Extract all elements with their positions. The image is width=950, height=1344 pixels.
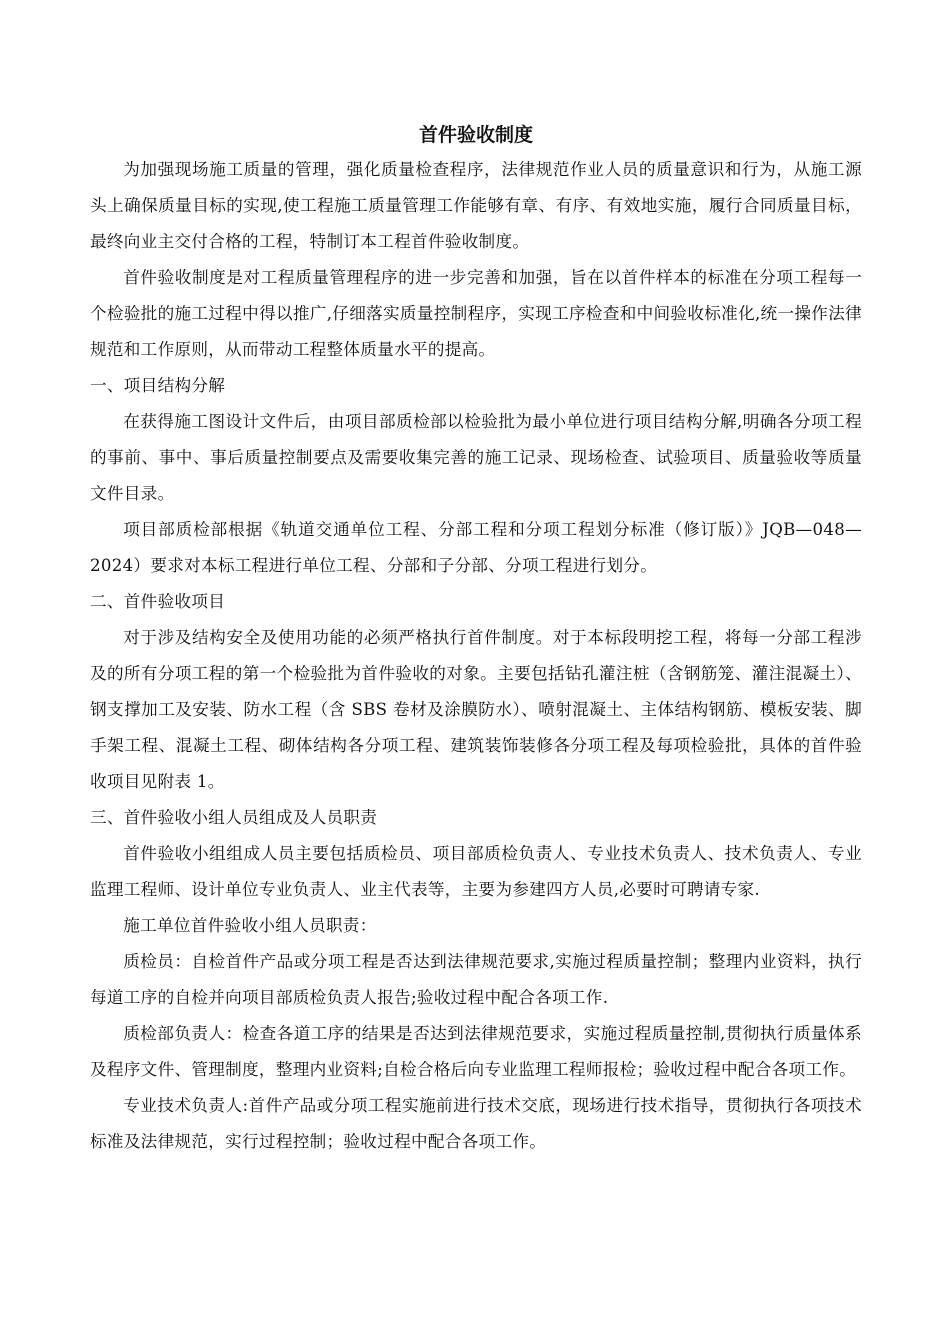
section-paragraph: 项目部质检部根据《轨道交通单位工程、分部工程和分项工程划分标准（修订版）》JQB—048—2024）要求对本标工程进行单位工程、分部和子分部、分项工程进行划分。 <box>90 520 862 575</box>
section-heading-acceptance-items: 二、首件验收项目 <box>90 592 226 611</box>
section-paragraph: 在获得施工图设计文件后，由项目部质检部以检验批为最小单位进行项目结构分解,明确各分项工程的事前、事中、事后质量控制要点及需要收集完善的施工记录、现场检查、试验项目、质量验收等质量文件目录。 <box>90 412 862 503</box>
section-paragraph: 专业技术负责人:首件产品或分项工程实施前进行技术交底，现场进行技术指导，贯彻执行各项技术标准及法律规范，实行过程控制；验收过程中配合各项工作。 <box>90 1096 862 1151</box>
section-paragraph: 对于涉及结构安全及使用功能的必须严格执行首件制度。对于本标段明挖工程，将每一分部工程涉及的所有分项工程的第一个检验批为首件验收的对象。主要包括钻孔灌注桩（含钢筋笼、灌注混凝土）、钢支撑加工及安装、防水工程（含 SBS 卷材及涂膜防水）、喷射混凝土、主体结构钢筋、模板安装、脚手架工程、混凝土工程、砌体结构各分项工程、建筑装饰装修各分项工程及每项检验批，具体的首件验收项目见附表 1。 <box>90 628 862 791</box>
section-paragraph: 施工单位首件验收小组人员职责： <box>123 916 377 935</box>
section-paragraph: 首件验收小组组成人员主要包括质检员、项目部质检负责人、专业技术负责人、技术负责人、专业监理工程师、设计单位专业负责人、业主代表等，主要为参建四方人员,必要时可聘请专家. <box>90 844 862 899</box>
document-page <box>90 118 862 1160</box>
intro-paragraph: 为加强现场施工质量的管理，强化质量检查程序，法律规范作业人员的质量意识和行为，从施工源头上确保质量目标的实现,使工程施工质量管理工作能够有章、有序、有效地实施，履行合同质量目标，最终向业主交付合格的工程，特制订本工程首件验收制度。 <box>90 160 862 251</box>
section-paragraph: 质检部负责人：检查各道工序的结果是否达到法律规范要求，实施过程质量控制,贯彻执行质量体系及程序文件、管理制度，整理内业资料;自检合格后向专业监理工程师报检；验收过程中配合各项工作。 <box>90 1024 862 1079</box>
document-title: 首件验收制度 <box>418 124 533 146</box>
section-paragraph: 质检员：自检首件产品或分项工程是否达到法律规范要求,实施过程质量控制；整理内业资料，执行每道工序的自检并向项目部质检负责人报告;验收过程中配合各项工作. <box>90 952 862 1007</box>
section-heading-team-duties: 三、首件验收小组人员组成及人员职责 <box>90 808 378 827</box>
intro-paragraph: 首件验收制度是对工程质量管理程序的进一步完善和加强，旨在以首件样本的标准在分项工程每一个检验批的施工过程中得以推广,仔细落实质量控制程序，实现工序检查和中间验收标准化,统一操作法律规范和工作原则，从而带动工程整体质量水平的提高。 <box>90 268 862 359</box>
section-heading-structure-breakdown: 一、项目结构分解 <box>90 376 226 395</box>
